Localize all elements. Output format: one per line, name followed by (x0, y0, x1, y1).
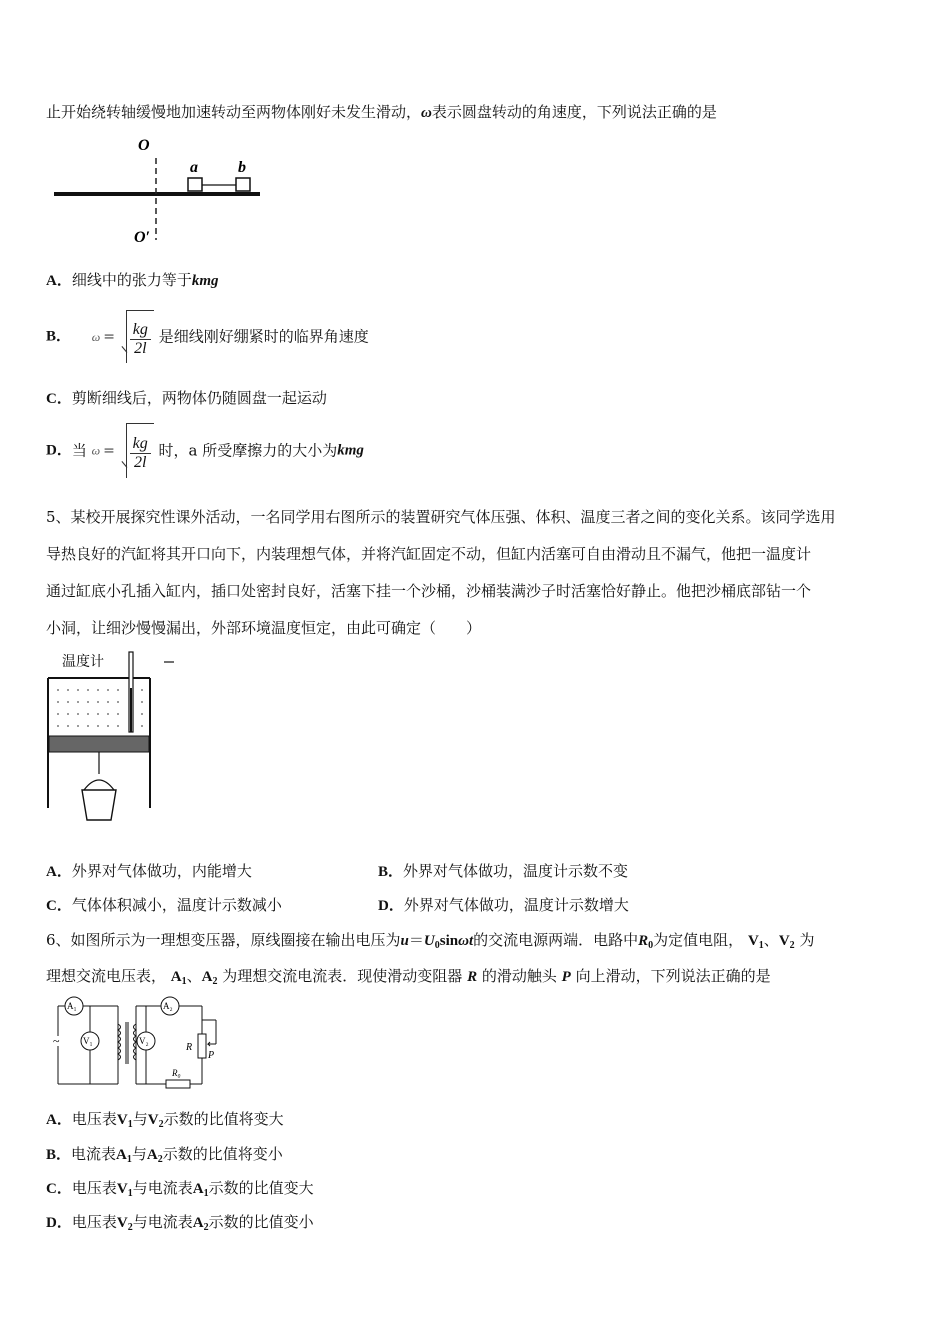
q6-stem-line-1: 6、如图所示为一理想变压器，原线圈接在输出电压为$u=U_0\sin\omega t$的交流电源两端．电路中$R_0$为定值电阻， $V_1$、$V_2$ 为 (46, 931, 815, 951)
slider-p-label: P (208, 1050, 215, 1061)
q6-option-c[interactable]: C．电压表$V_1$与电流表$A_1$示数的比值变大 (46, 1179, 314, 1199)
q5-stem-line-4: 小洞，让细沙慢慢漏出，外部环境温度恒定，由此可确定（ ） (46, 619, 482, 637)
resistor-r0-label: R₀ (172, 1068, 181, 1078)
sqrt-expression: $\frac{kg}{2l}$ (126, 310, 154, 363)
block-label-b: b (238, 159, 246, 176)
q4-option-c[interactable]: C．剪断细线后，两物体仍随圆盘一起运动 (46, 389, 327, 407)
q5-stem-line-3: 通过缸底小孔插入缸内，插口处密封良好，活塞下挂一个沙桶，沙桶装满沙子时活塞恰好静止。他把沙桶底部钻一个 (46, 582, 812, 600)
q6-transformer-circuit (50, 996, 230, 1091)
q5-stem-line-1: 5、某校开展探究性课外活动，一名同学用右图所示的装置研究气体压强、体积、温度三者之间的变化关系。该同学选用 (46, 508, 836, 526)
q5-option-d[interactable]: D．外界对气体做功，温度计示数增大 (378, 896, 629, 914)
q6-option-d[interactable]: D．电压表$V_2$与电流表$A_2$示数的比值变小 (46, 1213, 314, 1233)
q5-option-a[interactable]: A．外界对气体做功，内能增大 (46, 862, 252, 880)
voltmeter-v1-label: V₁ (83, 1036, 93, 1046)
ammeter-a2-label: A₂ (163, 1001, 173, 1011)
q5-cylinder-figure (46, 648, 156, 828)
block-label-a: a (190, 159, 198, 176)
ac-source-symbol: ~ (53, 1034, 60, 1048)
q4-intro: 止开始绕转轴缓慢地加速转动至两物体刚好未发生滑动，ω表示圆盘转动的角速度，下列说法正确的是 (46, 103, 717, 121)
q5-option-c[interactable]: C．气体体积减小，温度计示数减小 (46, 896, 282, 914)
rheostat-r-label: R (186, 1042, 193, 1053)
voltmeter-v2-label: V₂ (139, 1036, 149, 1046)
q4-turntable-figure (50, 130, 270, 250)
thermometer-label: 温度计 (62, 654, 104, 670)
axis-label-o-bottom: O′ (134, 229, 151, 246)
q4-option-d[interactable]: D．当 ω = $\frac{kg}{2l}$ 时，a 所受摩擦力的大小为kmg (46, 423, 364, 475)
ammeter-a1-label: A₁ (67, 1001, 77, 1011)
q5-stem-line-2: 导热良好的汽缸将其开口向下，内装理想气体，并将汽缸固定不动，但缸内活塞可自由滑动且不漏气，他把一温度计 (46, 545, 812, 563)
q6-option-b[interactable]: B．电流表$A_1$与$A_2$示数的比值将变小 (46, 1145, 283, 1165)
axis-label-o-top: O (138, 137, 150, 154)
q6-option-a[interactable]: A．电压表$V_1$与$V_2$示数的比值将变大 (46, 1110, 284, 1130)
q5-option-b[interactable]: B．外界对气体做功，温度计示数不变 (378, 862, 629, 880)
q4-option-a[interactable]: A．细线中的张力等于kmg (46, 271, 219, 289)
q4-option-b[interactable]: B． ω = $\frac{kg}{2l}$ 是细线刚好绷紧时的临界角速度 (46, 310, 369, 360)
q6-stem-line-2: 理想交流电压表， $A_1$、$A_2$ 为理想交流电流表．现使滑动变阻器 R 的滑动触头 P 向上滑动，下列说法正确的是 (46, 967, 771, 987)
sqrt-expression: $\frac{kg}{2l}$ (126, 423, 154, 478)
